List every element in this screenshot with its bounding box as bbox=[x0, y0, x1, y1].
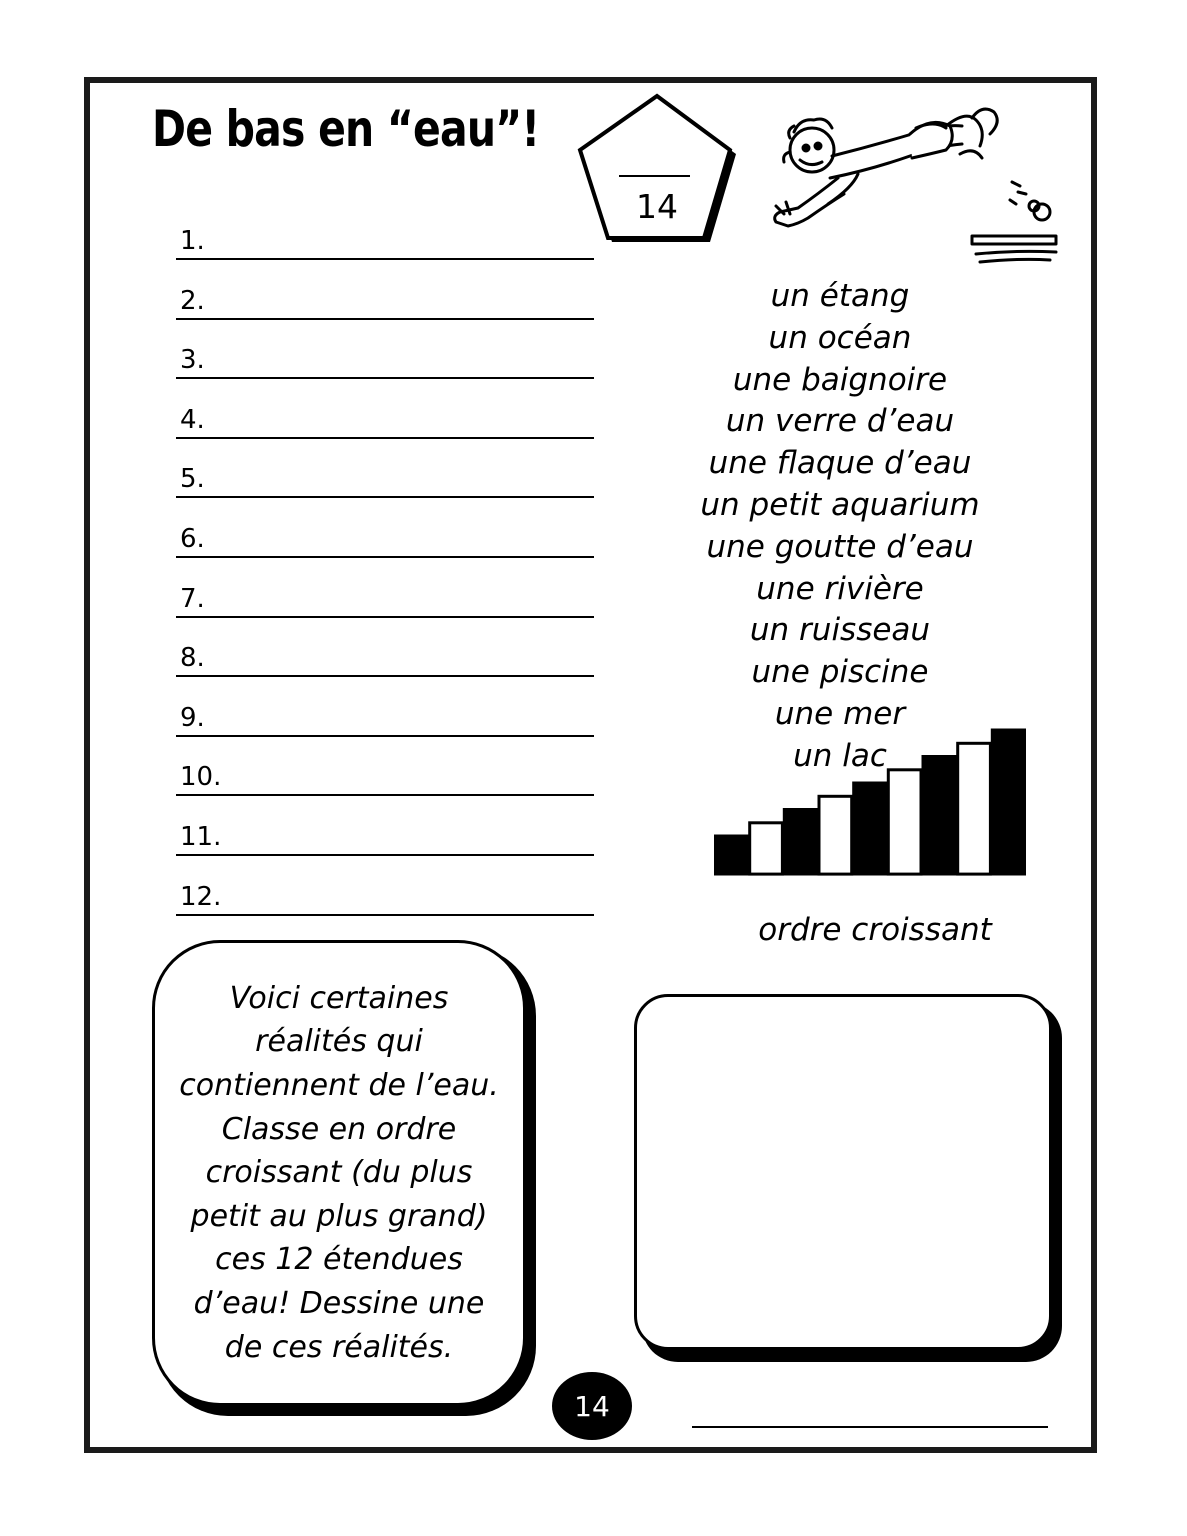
instruction-text bbox=[171, 977, 507, 1369]
instruction-line: ces 12 étendues bbox=[215, 1242, 463, 1278]
page-number-badge: 14 bbox=[552, 1372, 632, 1440]
score-value: 14 bbox=[636, 187, 678, 226]
word-item: un lac bbox=[793, 737, 887, 774]
stair-step bbox=[992, 730, 1025, 874]
drawing-box[interactable] bbox=[634, 994, 1052, 1350]
answer-line[interactable] bbox=[176, 756, 594, 796]
word-item: une rivière bbox=[756, 570, 924, 607]
word-item: un océan bbox=[768, 319, 912, 356]
answer-line[interactable] bbox=[176, 876, 594, 916]
stair-step bbox=[715, 836, 748, 874]
word-item: une mer bbox=[774, 695, 906, 732]
answer-line[interactable] bbox=[176, 458, 594, 498]
instruction-line: de ces réalités. bbox=[224, 1329, 454, 1365]
diver-illustration-icon bbox=[760, 98, 1060, 268]
word-item: un petit aquarium bbox=[700, 486, 980, 523]
answer-line-number: 12. bbox=[180, 881, 222, 912]
answer-line-number: 9. bbox=[180, 702, 205, 733]
answer-line-number: 11. bbox=[180, 822, 222, 852]
word-item: une baignoire bbox=[732, 361, 948, 398]
answer-line-number: 3. bbox=[180, 345, 205, 376]
instruction-bubble bbox=[152, 940, 526, 1406]
answer-line-number: 6. bbox=[180, 524, 205, 554]
stair-step bbox=[888, 770, 921, 874]
word-item: un verre d’eau bbox=[725, 403, 955, 440]
answer-line[interactable] bbox=[176, 518, 594, 558]
instruction-line: petit au plus grand) bbox=[190, 1198, 488, 1234]
word-item: une flaque d’eau bbox=[708, 445, 972, 482]
answer-line[interactable] bbox=[176, 280, 594, 320]
page-title: De bas en “eau”! bbox=[152, 100, 540, 158]
stair-step bbox=[784, 810, 817, 875]
answer-line-number: 8. bbox=[180, 643, 205, 674]
instruction-line: réalités qui bbox=[255, 1024, 423, 1060]
instruction-line: Voici certaines bbox=[229, 980, 449, 1016]
answer-line-number: 2. bbox=[180, 285, 205, 316]
instruction-line: d’eau! Dessine une bbox=[193, 1285, 485, 1321]
word-bank bbox=[690, 276, 990, 778]
answer-line-number: 5. bbox=[180, 464, 205, 495]
answer-line[interactable] bbox=[176, 220, 594, 260]
stair-step bbox=[854, 783, 887, 874]
word-item: une piscine bbox=[751, 654, 929, 691]
answer-line[interactable] bbox=[176, 339, 594, 379]
answer-line-number: 4. bbox=[180, 404, 205, 435]
answer-line[interactable] bbox=[176, 578, 594, 618]
instruction-line: croissant (du plus bbox=[205, 1155, 473, 1191]
word-item: un ruisseau bbox=[749, 612, 931, 649]
answer-line-number: 1. bbox=[180, 226, 205, 256]
answer-line[interactable] bbox=[176, 399, 594, 439]
answer-line[interactable] bbox=[176, 697, 594, 737]
stair-step bbox=[958, 743, 991, 874]
stair-step bbox=[750, 823, 783, 874]
instruction-line: Classe en ordre bbox=[221, 1111, 457, 1147]
word-item: un étang bbox=[770, 278, 910, 314]
answer-line-number: 7. bbox=[180, 583, 205, 614]
answer-line-number: 10. bbox=[180, 762, 222, 793]
stairs-label: ordre croissant bbox=[758, 912, 992, 948]
word-item: une goutte d’eau bbox=[706, 528, 974, 565]
answer-line[interactable] bbox=[176, 816, 594, 856]
signature-line[interactable] bbox=[692, 1426, 1048, 1428]
ascending-stairs-icon bbox=[714, 728, 1026, 876]
answer-line[interactable] bbox=[176, 637, 594, 677]
stair-step bbox=[923, 757, 956, 875]
stair-step bbox=[819, 796, 852, 874]
instruction-line: contiennent de l’eau. bbox=[179, 1068, 499, 1104]
